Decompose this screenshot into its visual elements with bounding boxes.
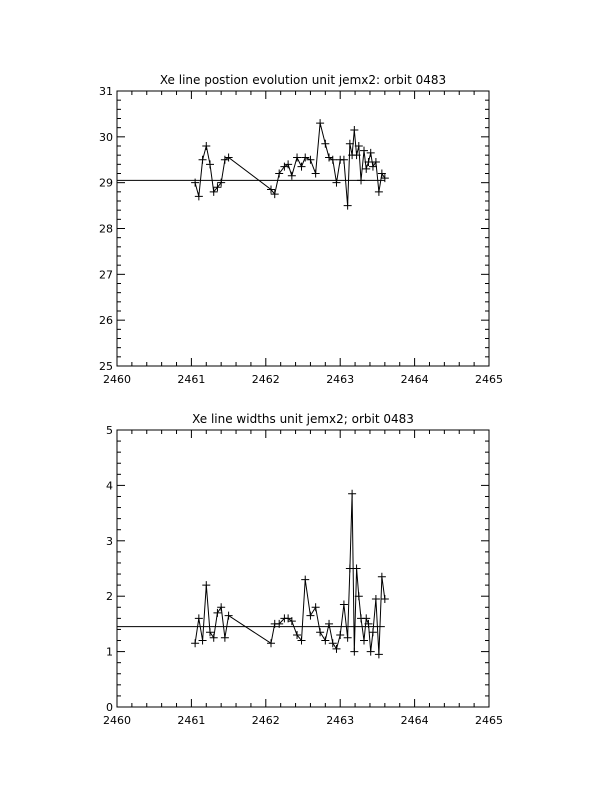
data-point [350, 648, 358, 656]
data-point [329, 639, 337, 647]
width-chart [103, 412, 503, 727]
data-point [213, 609, 221, 617]
y-tick-label: 5 [106, 424, 113, 437]
data-point [210, 634, 218, 642]
data-point [306, 612, 314, 620]
data-point [195, 192, 203, 200]
data-point [362, 614, 370, 622]
y-tick-label: 30 [99, 130, 113, 144]
data-point [191, 179, 199, 187]
data-point [298, 163, 306, 171]
data-point [321, 637, 329, 645]
y-tick-label: 26 [99, 314, 113, 328]
data-point [280, 163, 288, 171]
x-tick-label: 2465 [475, 714, 503, 727]
width-series-line [195, 494, 385, 655]
position-chart-title: Xe line postion evolution unit jemx2: orbit 0483 [159, 73, 447, 87]
x-tick-label: 2461 [177, 714, 206, 727]
data-point [340, 156, 348, 164]
data-point [284, 160, 292, 168]
position-chart [99, 73, 503, 386]
data-point [225, 153, 233, 161]
x-tick-label: 2463 [326, 714, 355, 727]
data-point [357, 176, 365, 184]
data-point [221, 634, 229, 642]
data-point [199, 156, 207, 164]
data-point [325, 153, 333, 161]
data-point [275, 170, 283, 178]
data-point [367, 648, 375, 656]
data-point [206, 160, 214, 168]
y-tick-label: 25 [99, 360, 113, 373]
data-point [360, 147, 368, 155]
data-point [367, 149, 375, 157]
data-point [353, 565, 361, 573]
data-point [191, 639, 199, 647]
x-tick-label: 2463 [326, 373, 355, 386]
data-point [301, 576, 309, 584]
y-tick-label: 2 [106, 590, 113, 604]
data-point [221, 156, 229, 164]
data-point [195, 614, 203, 622]
x-tick-label: 2464 [400, 373, 429, 386]
x-tick-label: 2464 [400, 714, 429, 727]
data-point [267, 639, 275, 647]
width-plot-area [117, 430, 489, 707]
data-point [344, 634, 352, 642]
data-point [336, 631, 344, 639]
data-point [369, 628, 377, 636]
position-plot-area [117, 91, 489, 366]
data-point [217, 603, 225, 611]
y-tick-label: 28 [99, 222, 113, 236]
data-point [199, 637, 207, 645]
width-chart-title: Xe line widths unit jemx2; orbit 0483 [192, 412, 414, 426]
data-point [332, 645, 340, 653]
data-point [344, 202, 352, 210]
x-tick-label: 2461 [177, 373, 206, 386]
data-point [321, 140, 329, 148]
data-point [372, 595, 380, 603]
data-point [329, 156, 337, 164]
y-tick-label: 29 [99, 176, 113, 190]
y-tick-label: 3 [106, 534, 113, 548]
x-tick-label: 2460 [103, 373, 131, 386]
y-tick-label: 31 [99, 85, 113, 98]
data-point [381, 595, 389, 603]
data-point [202, 581, 210, 589]
data-point [362, 165, 370, 173]
data-point [206, 628, 214, 636]
data-point [340, 601, 348, 609]
data-point [293, 153, 301, 161]
y-tick-label: 0 [106, 701, 113, 714]
y-tick-label: 27 [99, 268, 113, 282]
data-point [312, 603, 320, 611]
data-point [288, 172, 296, 180]
data-point [301, 153, 309, 161]
data-point [306, 156, 314, 164]
width-axes [103, 424, 503, 727]
y-tick-label: 1 [106, 645, 113, 659]
x-tick-label: 2462 [251, 714, 280, 727]
x-tick-label: 2462 [251, 373, 280, 386]
x-tick-label: 2460 [103, 714, 131, 727]
x-tick-label: 2465 [475, 373, 503, 386]
position-axes [99, 85, 503, 386]
width-series [117, 490, 389, 659]
data-point [375, 650, 383, 658]
data-point [375, 188, 383, 196]
data-point [312, 170, 320, 178]
data-point [225, 612, 233, 620]
data-point [360, 637, 368, 645]
data-point [316, 119, 324, 127]
data-point [332, 179, 340, 187]
data-point [316, 628, 324, 636]
position-series [117, 119, 389, 209]
data-point [350, 126, 358, 134]
data-point [348, 490, 356, 498]
data-point [378, 573, 386, 581]
data-point [202, 142, 210, 150]
y-tick-label: 4 [106, 479, 113, 493]
